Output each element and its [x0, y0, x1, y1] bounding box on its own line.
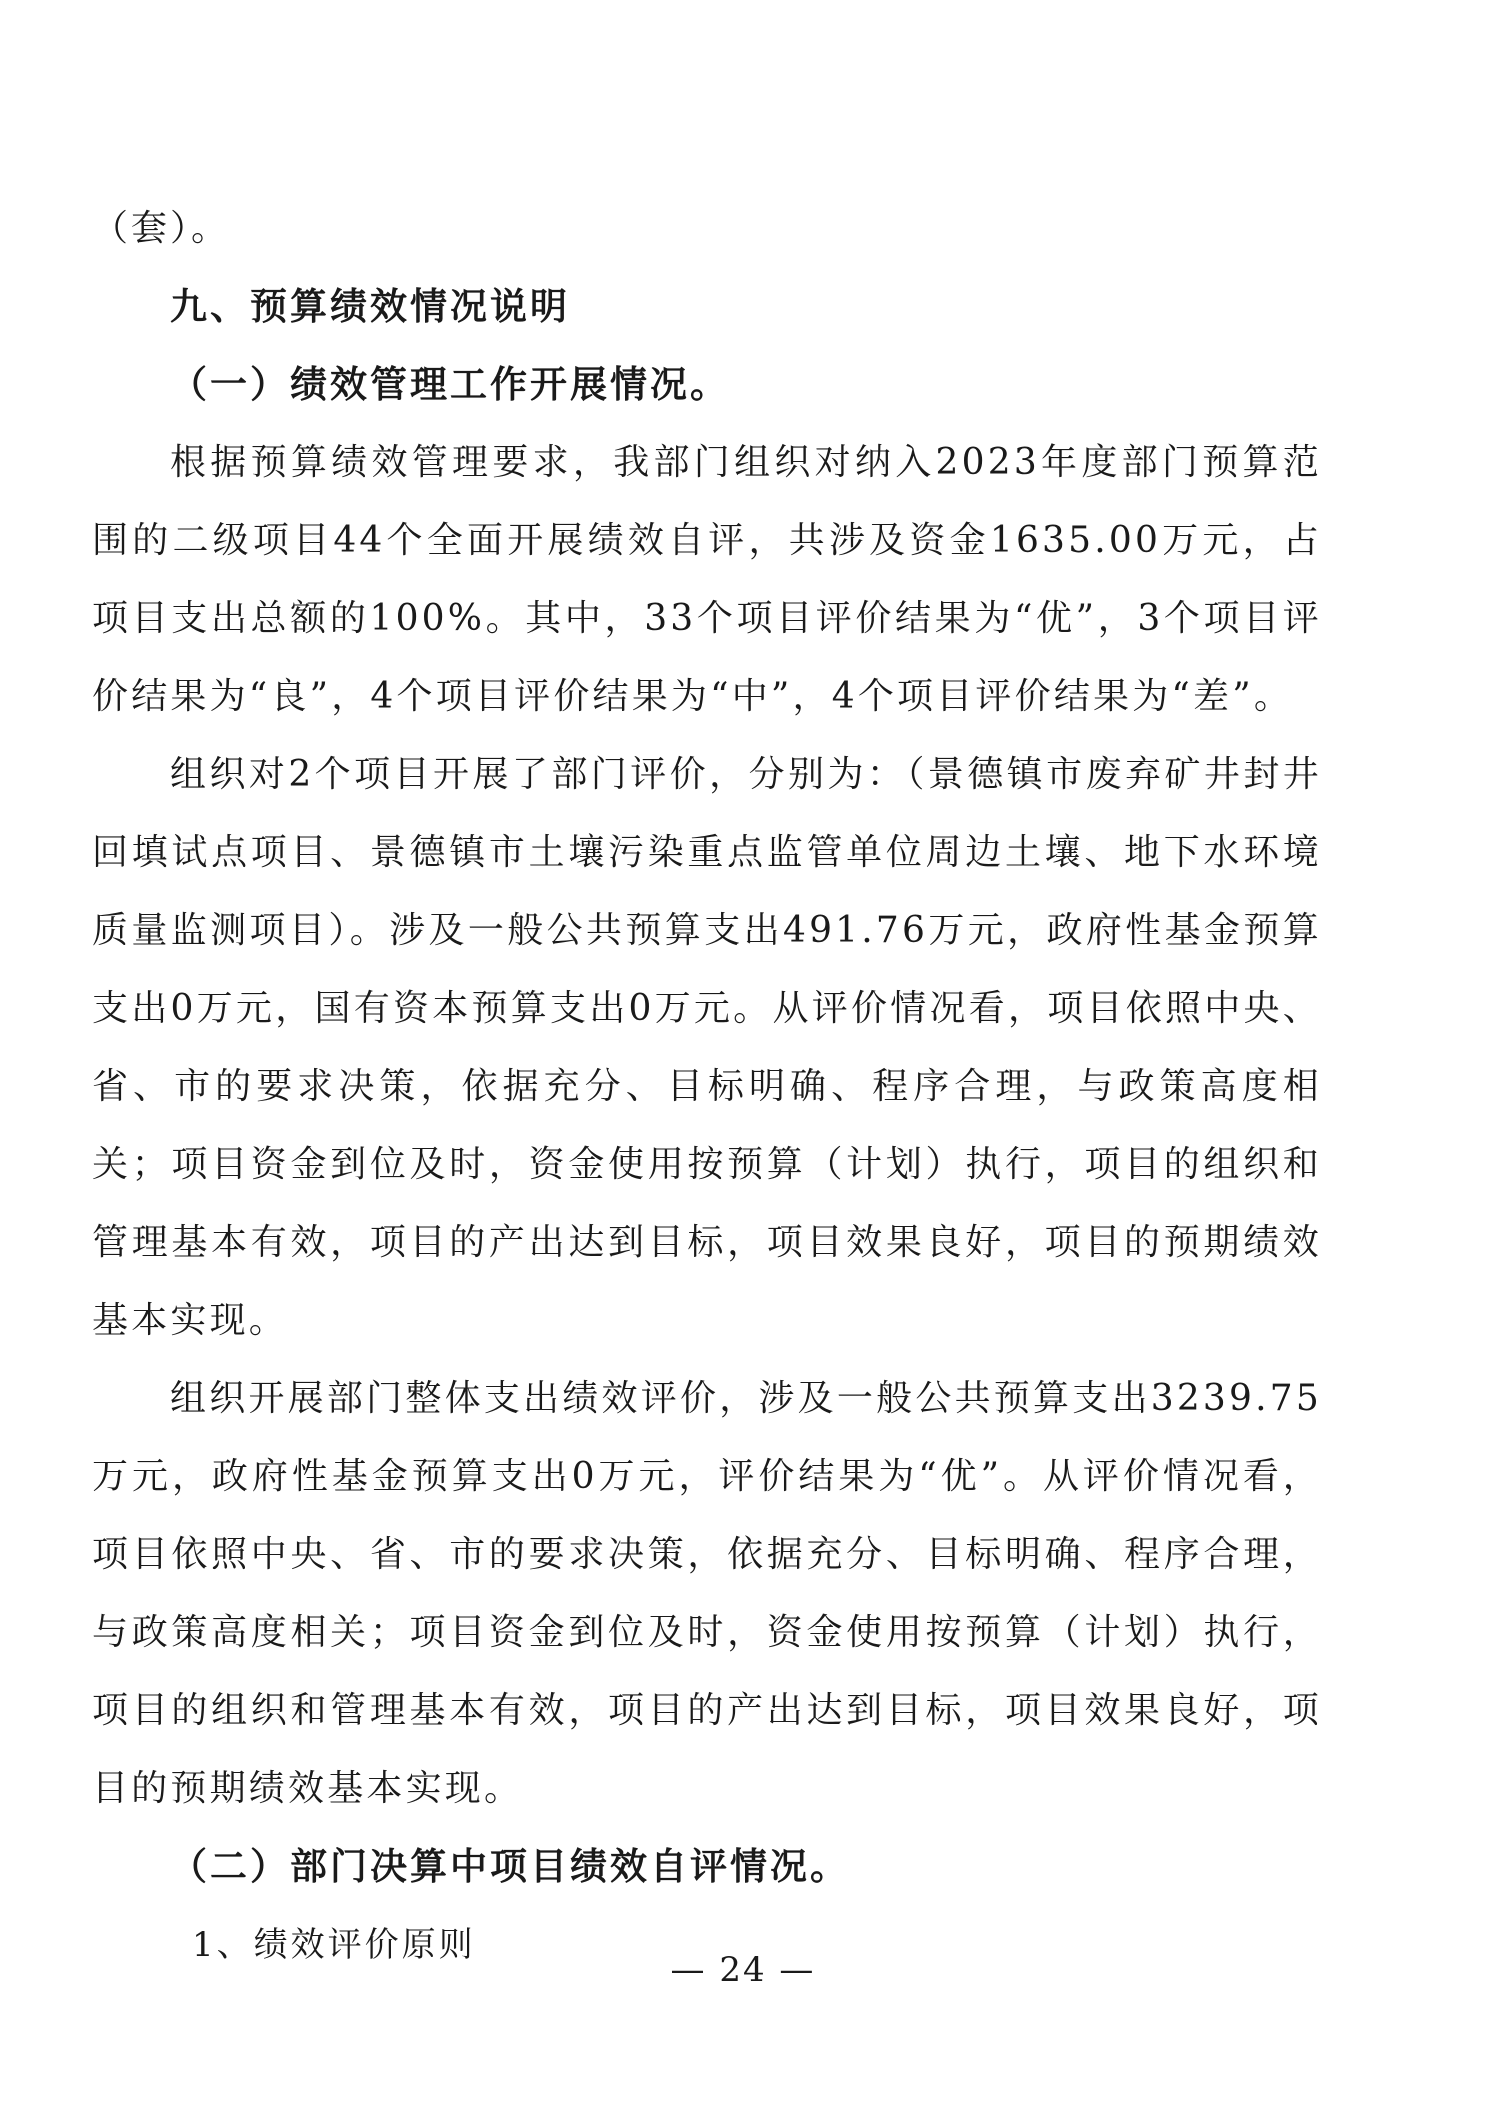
paragraph-overall-evaluation: 组织开展部门整体支出绩效评价，涉及一般公共预算支出3239.75万元，政府性基金预算支出0万元，评价结果为“优”。从评价情况看，项目依照中央、省、市的要求决策，依据充分、目标明确、程序合理，与政策高度相关；项目资金到位及时，资金使用按预算（计划）执行，项目的组织和管理基本有效，项目的产出达到目标，项目效果良好，项目的预期绩效基本实现。	[92, 1378, 1322, 1809]
subheading-performance-management: （一）绩效管理工作开展情况。	[170, 363, 730, 406]
section-heading: 九、预算绩效情况说明	[170, 285, 570, 328]
continuation-text: （套）。	[92, 208, 231, 249]
paragraph-self-evaluation: 根据预算绩效管理要求，我部门组织对纳入2023年度部门预算范围的二级项目44个全面开展绩效自评，共涉及资金1635.00万元，占项目支出总额的100%。其中，33个项目评价结果为“优”，3个项目评价结果为“良”，4个项目评价结果为“中”，4个项目评价结果为“差”。	[92, 442, 1322, 717]
page-number: — 24 —	[670, 1950, 816, 1990]
subheading-project-self-evaluation: （二）部门决算中项目绩效自评情况。	[170, 1845, 850, 1888]
list-item-evaluation-principle: 1、绩效评价原则	[192, 1925, 476, 1965]
paragraph-department-evaluation: 组织对2个项目开展了部门评价，分别为：（景德镇市废弃矿井封井回填试点项目、景德镇市土壤污染重点监管单位周边土壤、地下水环境质量监测项目）。涉及一般公共预算支出491.76万元，政府性基金预算支出0万元，国有资本预算支出0万元。从评价情况看，项目依照中央、省、市的要求决策，依据充分、目标明确、程序合理，与政策高度相关；项目资金到位及时，资金使用按预算（计划）执行，项目的组织和管理基本有效，项目的产出达到目标，项目效果良好，项目的预期绩效基本实现。	[92, 754, 1322, 1341]
document-body	[92, 190, 1322, 1984]
